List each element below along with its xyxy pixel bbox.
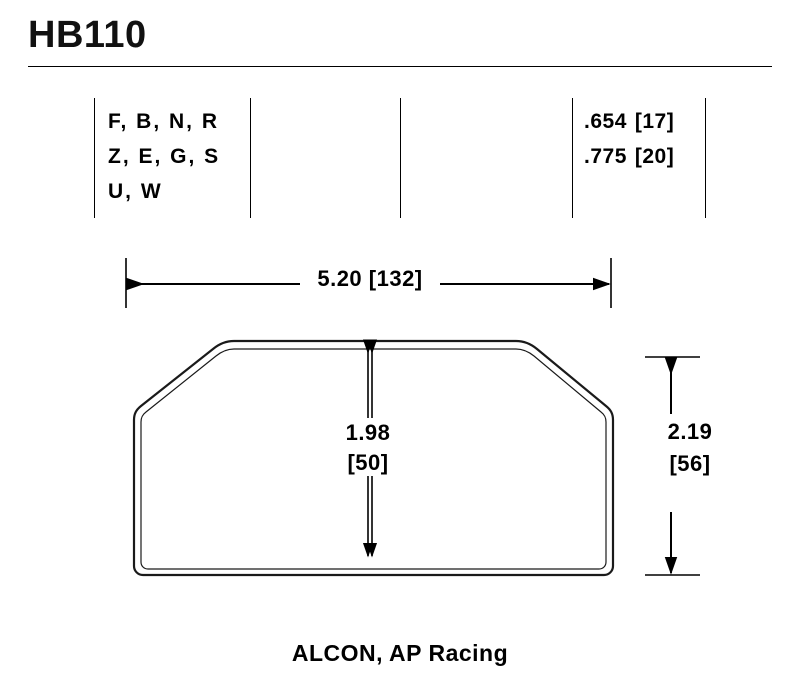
table-rule-2 [250, 98, 251, 218]
compound-code-list [108, 104, 220, 209]
compound-code-row: U, W [108, 180, 163, 203]
height-dimension-mm: [56] [669, 451, 711, 476]
compound-code-row: F, B, N, R [108, 110, 220, 133]
thickness-mm: [17] [634, 110, 675, 133]
width-dimension-label: 5.20 [132] [317, 266, 423, 291]
tab-dimension-inch: 1.98 [345, 420, 391, 445]
table-rule-3 [400, 98, 401, 218]
table-rule-5 [705, 98, 706, 218]
height-dimension-inch: 2.19 [667, 419, 713, 444]
thickness-list [584, 104, 674, 174]
brand-application-label: ALCON, AP Racing [291, 640, 509, 666]
thickness-inch: .654 [584, 110, 627, 133]
page-title: HB110 [28, 14, 147, 56]
height-dimension-label [630, 416, 750, 480]
thickness-inch: .775 [584, 145, 627, 168]
compound-code-row: Z, E, G, S [108, 145, 221, 168]
thickness-row [584, 139, 674, 174]
thickness-row [584, 104, 674, 139]
spec-table [94, 98, 706, 218]
table-rule-1 [94, 98, 95, 218]
tab-dimension-label [308, 418, 428, 478]
thickness-mm: [20] [634, 145, 675, 168]
tab-dimension-mm: [50] [347, 450, 389, 475]
table-rule-4 [572, 98, 573, 218]
header-divider [28, 66, 772, 67]
